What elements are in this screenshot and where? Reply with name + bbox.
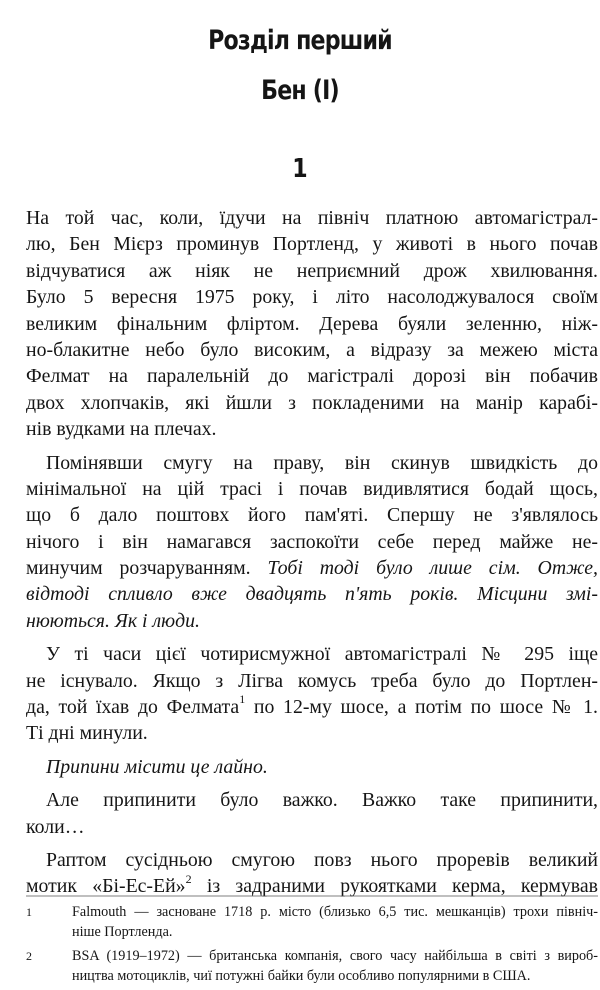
footnote-mark: 2 [26, 949, 32, 963]
footnote-line: ництва мотоциклів, чиї потужні байки були особливо популярними в США. [72, 968, 531, 984]
footnote-mark: 1 [26, 905, 32, 919]
paragraph [26, 787, 598, 840]
text-line: У ті часи цієї чотирисмужної автомагістралі № 295 іще [46, 643, 598, 666]
footnote-divider [26, 895, 598, 897]
text-line: не існувало. Якщо з Лігва комусь треба було до Портлен- [26, 669, 598, 692]
text-line: двох хлопчаків, які йшли з покладеними на манір карабі- [26, 391, 598, 414]
text-run: по 12-му шосе, а потім по шосе № 1. [245, 696, 598, 719]
italic-run: нюються. Як і люди. [26, 609, 200, 632]
chapter-subtitle: Бен (І) [261, 75, 339, 106]
footnote-line: Falmouth — засноване 1718 р. місто (близько 6,5 тис. мешканців) трохи північ- [72, 904, 598, 920]
text-line: но-блакитне небо було високим, а відразу за межею міста [26, 338, 598, 361]
text-line: відчуватися аж ніяк не неприємний дрож хвилювання. [26, 259, 598, 282]
text-line [26, 581, 598, 607]
text-run: да, той їхав до Фелмата [26, 696, 240, 719]
paragraph [26, 450, 598, 635]
footnote [26, 946, 598, 986]
body-text [26, 205, 598, 900]
text-line: мінімальної на цій трасі і почав видивлятися бодай щось, [26, 477, 598, 500]
footnote-line: BSA (1919–1972) — британська компанія, свого часу найбільша в світі з вироб- [72, 948, 598, 964]
text-run: із задраними рукоятками керма, кермував [191, 875, 598, 898]
paragraph [26, 641, 598, 747]
chapter-title: Розділ перший [208, 25, 392, 56]
text-line: лю, Бен Мієрз проминув Портленд, у животі в нього почав [26, 233, 598, 256]
text-line [26, 754, 598, 780]
italic-run: Тобі тоді було лише сім. Отже, [267, 557, 598, 580]
text-line: Помінявши смугу на праву, він скинув швидкість до [46, 451, 598, 474]
footnote-ref[interactable]: 1 [239, 692, 246, 707]
text-line: нічого і він намагався заспокоїти себе перед майже не- [26, 530, 598, 553]
section-number: 1 [292, 154, 308, 184]
text-line: великим фінальним фліртом. Дерева буяли зеленню, ніж- [26, 312, 598, 335]
text-line [26, 555, 598, 581]
italic-run: відтоді спливло вже двадцять п'ять років. Місцини змі- [26, 583, 598, 606]
text-line: що б дало поштовх його пам'яті. Спершу не з'являлось [26, 504, 598, 527]
text-line [26, 608, 598, 634]
text-line [26, 694, 598, 720]
text-line: Раптом сусідньою смугою повз нього проревів великий [46, 848, 598, 871]
text-line: нів вудками на плечах. [26, 418, 217, 441]
text-run: мотик «Бі-Ес-Ей» [26, 875, 186, 898]
paragraph [26, 754, 598, 780]
footnote-line: ніше Портленда. [72, 924, 173, 940]
paragraph [26, 847, 598, 900]
paragraph [26, 205, 598, 443]
text-run: минучим розчаруванням. [26, 557, 268, 580]
text-line: коли… [26, 815, 85, 838]
footnote [26, 902, 598, 942]
text-line: На той час, коли, їдучи на північ платною автомагістрал- [26, 207, 598, 229]
text-line: Ті дні минули. [26, 722, 148, 745]
footnotes [26, 902, 598, 990]
text-line: Але припинити було важко. Важко таке припинити, [46, 789, 598, 812]
text-line: Було 5 вересня 1975 року, і літо насолоджувалося своїм [26, 286, 598, 309]
footnote-ref[interactable]: 2 [185, 871, 192, 886]
italic-run: Припини місити це лайно. [46, 755, 268, 778]
text-line: Фелмат на паралельній до магістралі дорозі він побачив [26, 365, 598, 388]
